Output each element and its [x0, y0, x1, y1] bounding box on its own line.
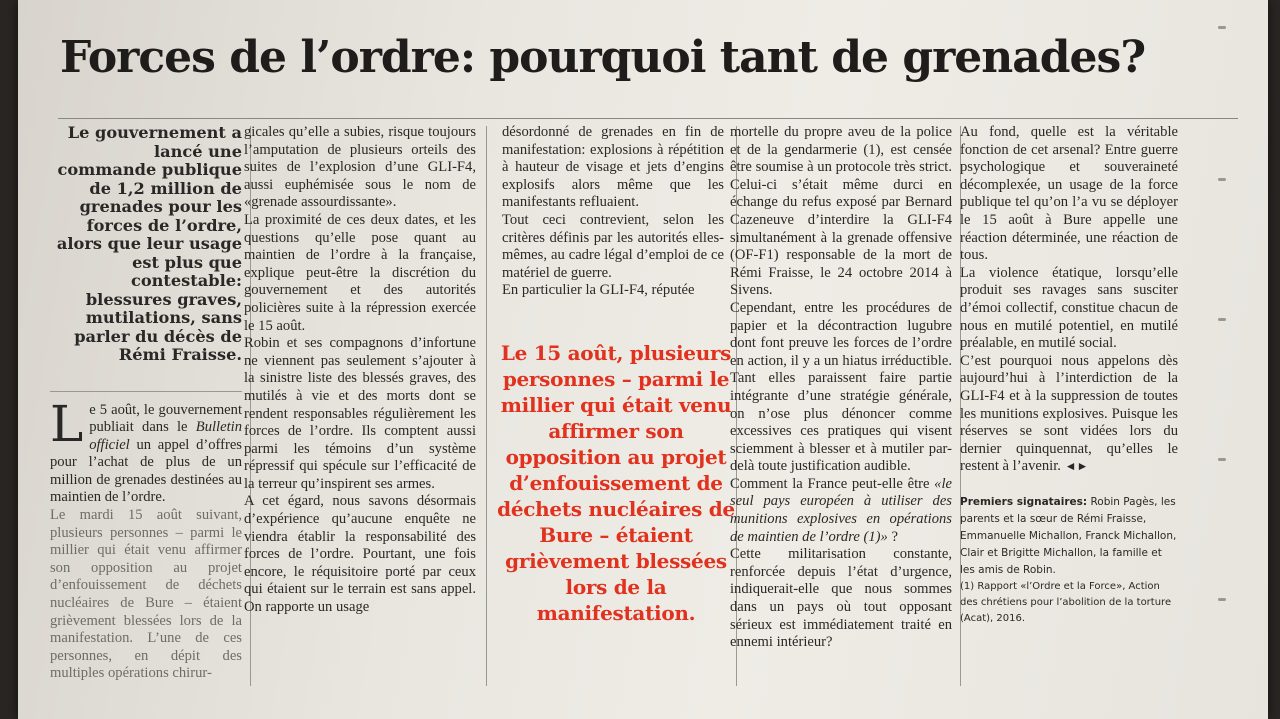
- signatories-label: Premiers signataires:: [960, 495, 1088, 508]
- col3-paragraph-2: Tout ceci contrevient, selon les critères définis par les autorités elles-mêmes, au cadre légal d’emploi de ce matériel de guerre.: [502, 211, 724, 281]
- binding-mark: [1218, 458, 1226, 461]
- footnote: (1) Rapport «l’Ordre et la Force», Action des chrétiens pour l’abolition de la torture (Acat), 2016.: [960, 580, 1172, 624]
- col2-paragraph-4: A cet égard, nous savons désormais d’expérience qu’aucune enquête ne viendra établir la responsabilité des forces de l’ordre. Pourtant, une fois encore, le réquisitoire porté par ceux qui étaient sur le terrain est sans appel. On rapporte un usage: [244, 493, 476, 616]
- headline-rule: [58, 118, 1238, 119]
- binding-mark: [1218, 178, 1226, 181]
- column-1: [50, 124, 242, 714]
- binding-mark: [1218, 26, 1226, 29]
- column-2: [244, 124, 476, 714]
- col2-paragraph-3: Robin et ses compagnons d’infortune ne viennent pas seulement s’ajouter à la sinistre liste des blessés graves, des mutilés à vie et des morts dont se rendent responsables régulièrement les forces de l’ordre. Ils comptent aussi parmi les témoins d’un système répressif qui spécule sur l’efficacité de la terreur qu’inspirent ses armes.: [244, 335, 476, 492]
- col4-paragraph-1: mortelle du propre aveu de la police et de la gendarmerie (1), est censée être soumise à un protocole très strict. Celui-ci s’était même durci en échange du refus exposé par Bernard Cazeneuve d’interdire la GLI-F4 simultanément à la grenade offensive (OF-F1) responsable de la mort de Rémi Fraisse, le 24 octobre 2014 à Sivens.: [730, 124, 952, 299]
- col3-paragraph-1: désordonné de grenades en fin de manifestation: explosions à répétition à hauteur de visage et jets d’engins explosifs alors même que les manifestants refluaient.: [502, 124, 724, 211]
- col1-text-a: e 5 août, le gouvernement publiait dans le: [89, 401, 242, 436]
- end-mark-icon: ◄►: [1064, 459, 1089, 474]
- drop-cap: L: [50, 394, 84, 453]
- binding-mark: [1218, 598, 1226, 601]
- chapo: Le gouvernement a lancé une commande publique de 1,2 million de grenades pour les forces de l’ordre, alors que leur usage est plus que contestable: blessures graves, mutilations, sans parler du décès de Rémi Fraisse.: [56, 124, 242, 364]
- col4-text-c: ?: [887, 528, 898, 545]
- newspaper-page: [18, 0, 1268, 719]
- binding-mark: [1218, 318, 1226, 321]
- col1-text-italic: Bulletin officiel: [89, 419, 242, 453]
- signatories-names: Robin Pagès, les parents et la sœur de Rémi Fraisse, Emmanuelle Michallon, Franck Michallon, Clair et Brigitte Michallon, la famille et les amis de Robin.: [960, 495, 1177, 576]
- col5-paragraph-1: Au fond, quelle est la véritable fonction de cet arsenal? Entre guerre psychologique et souveraineté décomplexée, un usage de la force publique tel qu’on l’a vu se déployer le 15 août à Bure appelle une réaction déterminée, une réaction de tous.: [960, 124, 1178, 264]
- col1-paragraph-2: Le mardi 15 août suivant, plusieurs personnes – parmi le millier qui était venu affirmer son opposition au projet d’enfouissement de déchets nucléaires de Bure – étaient grièvement blessées lors de la manifestation. L’une de ces personnes, en dépit des multiples opérations chirur-: [50, 507, 242, 682]
- chapo-divider: [50, 391, 242, 392]
- col2-paragraph-1: gicales qu’elle a subies, risque toujours l’amputation de plusieurs orteils des suites de l’explosion d’une GLI-F4, aussi euphémisée sous le nom de «grenade assourdissante».: [244, 124, 476, 211]
- column-4: [730, 124, 952, 714]
- col3-paragraph-3: En particulier la GLI-F4, réputée: [502, 282, 695, 299]
- col4-paragraph-2: Cependant, entre les procédures de papier et la décontraction lugubre dont font preuve les forces de l’ordre en action, il y a un hiatus irréductible. Tant elles paraissent faire partie intégrante d’une stratégie générale, on n’ose plus dénoncer comme excessives ces pratiques qui visent sciemment à blesser et à mutiler par-delà toute justification audible.: [730, 299, 952, 475]
- col5-text: C’est pourquoi nous appelons dès aujourd’hui à l’interdiction de la GLI-F4 et à la suppression de toutes les munitions explosives. Puisque les réserves se sont vidées lors du dernier quinquennat, qu’elles le restent à l’avenir.: [960, 352, 1178, 475]
- col4-paragraph-3: [730, 476, 952, 546]
- pull-quote: Le 15 août, plusieurs personnes – parmi le millier qui était venu affirmer son opposition au projet d’enfouissement de déchets nucléaires de Bure – étaient grièvement blessées lors de la manifestation.: [497, 341, 735, 625]
- col1-paragraph-1: [50, 394, 242, 508]
- signatories: [960, 494, 1178, 579]
- col5-paragraph-3: [960, 353, 1178, 476]
- col5-paragraph-2: La violence étatique, lorsqu’elle produit ses ravages sans susciter d’émoi collectif, constitue chacun de nous en mutilé potentiel, en mutilé préalable, en mutilé social.: [960, 264, 1178, 352]
- column-5: [960, 124, 1178, 714]
- headline: Forces de l’ordre: pourquoi tant de grenades?: [60, 32, 1146, 83]
- col4-paragraph-4: Cette militarisation constante, renforcée depuis l’état d’urgence, indiquerait-elle que nous sommes dans un pays où tout opposant sérieux est immédiatement traité en ennemi intérieur?: [730, 546, 952, 651]
- col1-text-c: un appel d’offres pour l’achat de plus de un million de grenades destinées au maintien de l’ordre.: [50, 436, 242, 506]
- col4-text-a: Comment la France peut-elle être: [730, 475, 935, 492]
- col2-paragraph-2: La proximité de ces deux dates, et les questions qu’elle pose quant au maintien de l’ordre à la française, explique peut-être la discrétion du gouvernement et des autorités policières suite à la répression exercée le 15 août.: [244, 211, 476, 334]
- column-3: [502, 124, 724, 324]
- col4-quote-italic: «le seul pays européen à utiliser des munitions explosives en opérations de maintien de l’ordre (1)»: [730, 475, 952, 545]
- column-separator: [486, 126, 487, 686]
